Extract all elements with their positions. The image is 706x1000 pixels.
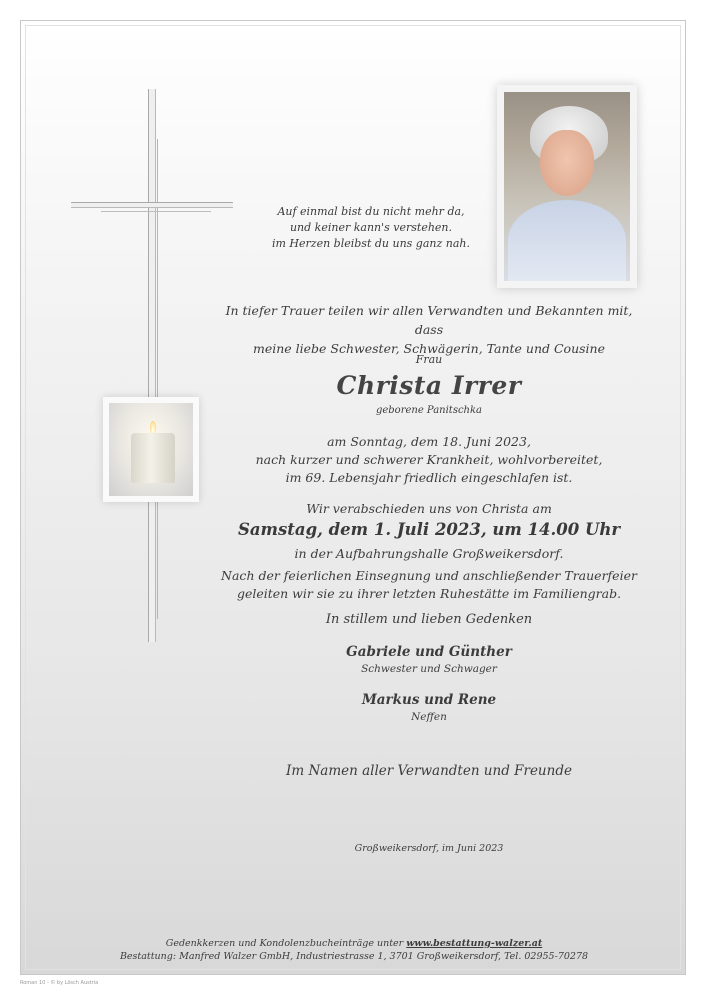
salutation: Frau [415,353,443,366]
mourner-relation: Neffen [411,711,447,723]
footer-line-1 [21,938,687,949]
obituary-card [20,20,686,975]
tiny-print: Roman 10 - © by Lösch Austria [20,980,99,986]
poem-line: im Herzen bleibst du uns ganz nah. [271,237,471,250]
closing-text: Im Namen aller Verwandten und Freunde [286,763,572,779]
farewell-intro: Wir verabschieden uns von Christa am [306,501,552,516]
poem-line: Auf einmal bist du nicht mehr da, [277,205,465,218]
remembrance-text: In stillem und lieben Gedenken [325,612,533,627]
website-link[interactable]: www.bestattung-walzer.at [406,938,543,949]
cross-vertical-bar [148,89,156,642]
cross-horizontal-bar [71,202,233,208]
mourner-names: Gabriele und Günther [346,644,512,660]
mourner-relation: Schwester und Schwager [361,663,497,675]
funeral-date: Samstag, dem 1. Juli 2023, um 14.00 Uhr [237,520,621,539]
cross-horizontal-line [101,211,211,212]
candle-icon [131,433,175,483]
poem [251,204,491,252]
intro-text: In tiefer Trauer teilen wir allen Verwandten und Bekannten mit, dass meine liebe Schwester, Schwägerin, Tante und Cousine [225,303,633,356]
burial-text: Nach der feierlichen Einsegnung und anschließender Trauerfeier geleiten wir sie zu ihrer letzten Ruhestätte im Familiengrab. [221,568,637,601]
poem-line: und keiner kann's verstehen. [289,221,453,234]
mourner-names: Markus und Rene [361,692,497,708]
funeral-place: in der Aufbahrungshalle Großweikersdorf. [294,546,564,561]
footer-text: Gedenkkerzen und Kondolenzbucheinträge unter [165,938,407,949]
candle-image [103,397,199,502]
death-info: am Sonntag, dem 18. Juni 2023, nach kurzer und schwerer Krankheit, wohlvorbereitet, im 69. Lebensjahr friedlich eingeschlafen ist. [255,434,603,485]
footer-line-2: Bestattung: Manfred Walzer GmbH, Industriestrasse 1, 3701 Großweikersdorf, Tel. 02955-70278 [119,951,589,962]
maiden-name: geborene Panitschka [375,405,483,416]
place-date: Großweikersdorf, im Juni 2023 [354,843,504,854]
portrait-photo [497,85,637,288]
deceased-name: Christa Irrer [336,371,522,400]
